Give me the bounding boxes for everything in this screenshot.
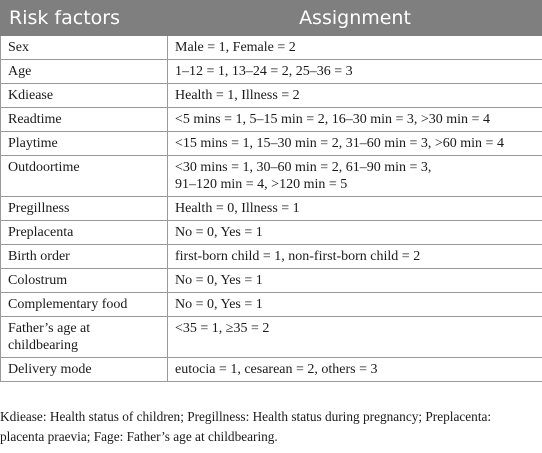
table-footnote — [0, 407, 542, 447]
table-row — [1, 221, 542, 245]
row-factor-age: Age — [1, 60, 168, 84]
row-assignment-playtime: <15 mins = 1, 15–30 min = 2, 31–60 min = 3, >60 min = 4 — [168, 132, 542, 156]
row-assignment-fathers-age: <35 = 1, ≥35 = 2 — [168, 317, 542, 358]
row-factor-delivery-mode: Delivery mode — [1, 358, 168, 382]
row-assignment-readtime: <5 mins = 1, 5–15 min = 2, 16–30 min = 3, >30 min = 4 — [168, 108, 542, 132]
table-row — [1, 36, 542, 60]
row-assignment-colostrum: No = 0, Yes = 1 — [168, 269, 542, 293]
row-factor-playtime: Playtime — [1, 132, 168, 156]
table-row — [1, 84, 542, 108]
table-row — [1, 197, 542, 221]
table-row — [1, 132, 542, 156]
row-assignment-complementary-food: No = 0, Yes = 1 — [168, 293, 542, 317]
row-assignment-age: 1–12 = 1, 13–24 = 2, 25–36 = 3 — [168, 60, 542, 84]
header-row — [1, 1, 542, 36]
row-factor-birth-order: Birth order — [1, 245, 168, 269]
row-factor-preplacenta: Preplacenta — [1, 221, 168, 245]
table-row — [1, 60, 542, 84]
row-assignment-kdiease: Health = 1, Illness = 2 — [168, 84, 542, 108]
row-factor-complementary-food: Complementary food — [1, 293, 168, 317]
row-assignment-pregillness: Health = 0, Illness = 1 — [168, 197, 542, 221]
table-row — [1, 317, 542, 358]
footnote-line: placenta praevia; Fage: Father’s age at childbearing. — [0, 429, 278, 444]
row-factor-kdiease: Kdiease — [1, 84, 168, 108]
row-assignment-birth-order: first-born child = 1, non-first-born child = 2 — [168, 245, 542, 269]
table-row — [1, 245, 542, 269]
table-header — [1, 1, 542, 36]
row-factor-readtime: Readtime — [1, 108, 168, 132]
table-row — [1, 358, 542, 382]
factor-line: Father’s age at — [8, 321, 91, 336]
table-row — [1, 108, 542, 132]
assignment-line: 91–120 min = 4, >120 min = 5 — [175, 177, 348, 192]
row-assignment-preplacenta: No = 0, Yes = 1 — [168, 221, 542, 245]
row-assignment-outdoortime — [168, 156, 542, 197]
row-factor-outdoortime: Outdoortime — [1, 156, 168, 197]
row-factor-pregillness: Pregillness — [1, 197, 168, 221]
row-assignment-delivery-mode: eutocia = 1, cesarean = 2, others = 3 — [168, 358, 542, 382]
row-factor-colostrum: Colostrum — [1, 269, 168, 293]
footnote-line: Kdiease: Health status of children; Pregillness: Health status during pregnancy; Preplacenta: — [0, 409, 492, 424]
factor-line: childbearing — [8, 338, 78, 353]
row-factor-fathers-age — [1, 317, 168, 358]
table-row — [1, 156, 542, 197]
table-row — [1, 269, 542, 293]
row-factor-sex: Sex — [1, 36, 168, 60]
table-row — [1, 293, 542, 317]
table-body — [1, 36, 542, 382]
assignment-line: <30 mins = 1, 30–60 min = 2, 61–90 min = 3, — [175, 160, 432, 175]
header-risk-factors: Risk factors — [1, 1, 168, 36]
row-assignment-sex: Male = 1, Female = 2 — [168, 36, 542, 60]
header-assignment: Assignment — [168, 1, 542, 36]
